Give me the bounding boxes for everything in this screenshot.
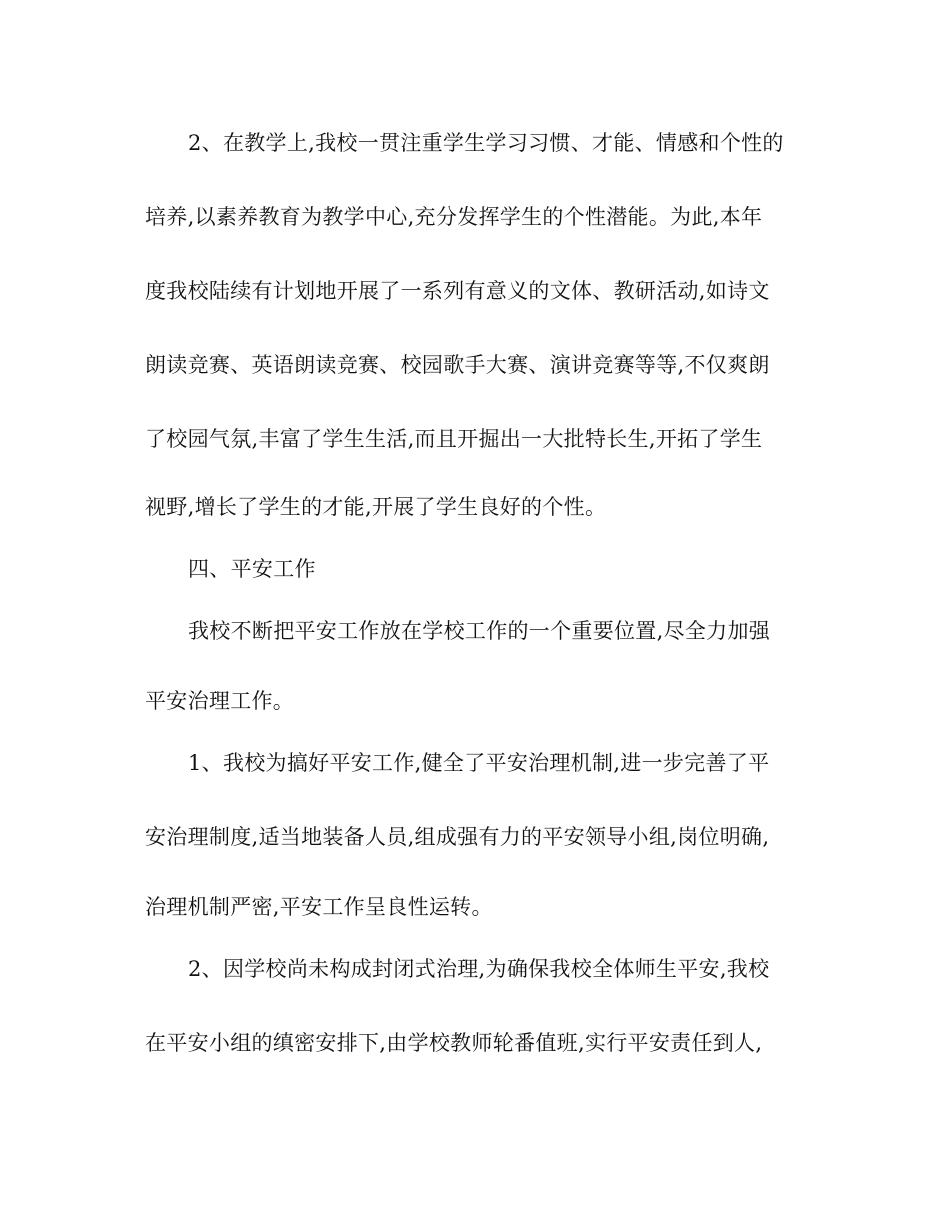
paragraph-line: 安治理制度,适当地装备人员,组成强有力的平安领导小组,岗位明确,	[145, 825, 770, 849]
paragraph-line: 2、因学校尚未构成封闭式治理,为确保我校全体师生平安,我校	[188, 957, 770, 981]
paragraph-line: 2、在教学上,我校一贯注重学生学习习惯、才能、情感和个性的	[188, 131, 784, 155]
paragraph-line: 培养,以素养教育为教学中心,充分发挥学生的个性潜能。为此,本年	[145, 205, 763, 229]
paragraph-line: 治理机制严密,平安工作呈良性运转。	[145, 895, 493, 919]
paragraph-line: 我校不断把平安工作放在学校工作的一个重要位置,尽全力加强	[188, 619, 771, 643]
paragraph-line: 朗读竞赛、英语朗读竞赛、校园歌手大赛、演讲竞赛等等,不仅爽朗	[145, 353, 770, 377]
paragraph-line: 1、我校为搞好平安工作,健全了平安治理机制,进一步完善了平	[188, 751, 770, 775]
paragraph-line: 了校园气氛,丰富了学生生活,而且开掘出一大批特长生,开拓了学生	[145, 427, 763, 451]
section-heading: 四、平安工作	[188, 557, 316, 581]
paragraph-line: 平安治理工作。	[145, 689, 295, 713]
paragraph-line: 度我校陆续有计划地开展了一系列有意义的文体、教研活动,如诗文	[145, 279, 770, 303]
paragraph-line: 视野,增长了学生的才能,开展了学生良好的个性。	[145, 495, 607, 519]
paragraph-line: 在平安小组的缜密安排下,由学校教师轮番值班,实行平安责任到人,	[145, 1031, 763, 1055]
